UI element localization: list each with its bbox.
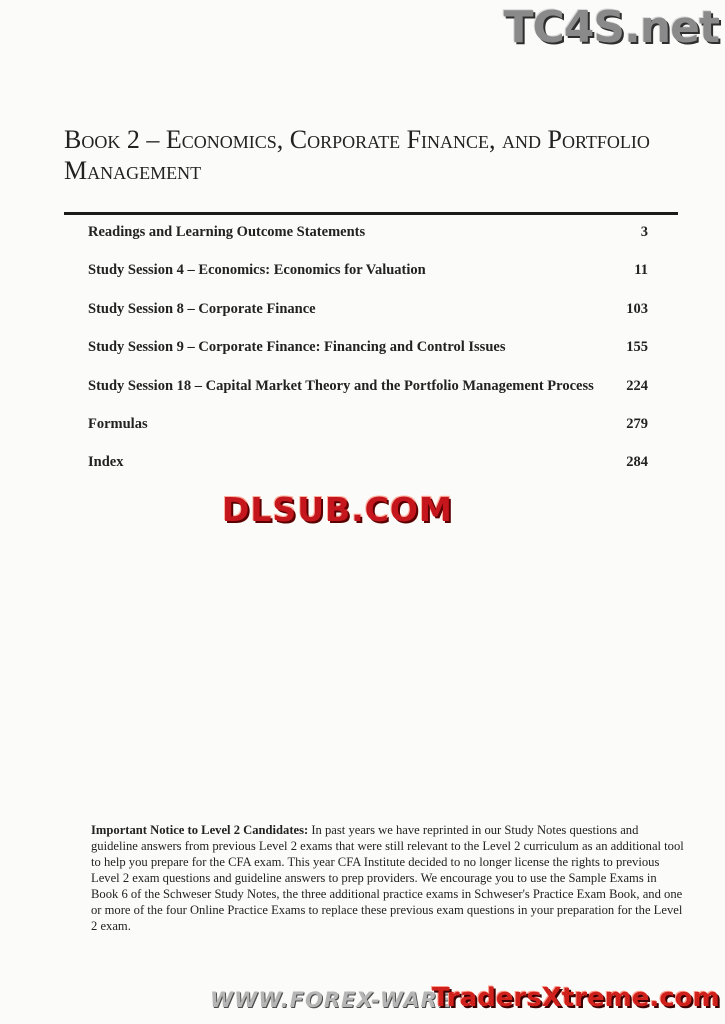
notice-lead: Important Notice to Level 2 Candidates: xyxy=(91,823,309,837)
toc-entry-page: 284 xyxy=(626,454,648,471)
toc-entry xyxy=(88,375,648,413)
toc-entry-label: Study Session 8 – Corporate Finance xyxy=(88,300,316,317)
toc-entry-page: 11 xyxy=(634,262,648,279)
notice-body: In past years we have reprinted in our Study Notes questions and guideline answers from previous Level 2 exams that were still relevant to the Level 2 curriculum as an additional tool to help you prepare for the CFA exam. This year CFA Institute decided to no longer license the rights to previous Level 2 exam questions and guideline answers to prep providers. We encourage you to use the Sample Exams in Book 6 of the Schweser Study Notes, the three additional practice exams in Schweser's Practice Exam Book, and one or more of the four Online Practice Exams to replace these previous exam questions in your preparation for the Level 2 exam. xyxy=(91,823,684,933)
toc-entry-page: 103 xyxy=(626,300,648,317)
watermark-bottom-left: WWW.FOREX-WARE xyxy=(210,988,454,1012)
important-notice xyxy=(91,822,685,934)
toc-entry xyxy=(88,259,648,297)
toc-entry-page: 279 xyxy=(626,415,648,432)
toc-entry-page: 3 xyxy=(640,224,648,240)
table-of-contents xyxy=(88,221,648,490)
toc-entry xyxy=(88,336,648,374)
toc-entry-label: Readings and Learning Outcome Statements xyxy=(88,224,366,240)
toc-entry xyxy=(88,413,648,451)
toc-entry-label: Study Session 18 – Capital Market Theory and the Portfolio Management Process xyxy=(88,377,594,394)
watermark-top-right: TC4S.net xyxy=(503,2,719,53)
watermark-bottom-right: TradersXtreme.com xyxy=(432,983,720,1013)
toc-entry xyxy=(88,221,648,259)
toc-entry-label: Index xyxy=(88,454,124,471)
toc-entry-label: Study Session 9 – Corporate Finance: Financing and Control Issues xyxy=(88,339,506,356)
toc-entry xyxy=(88,451,648,489)
toc-entry-page: 155 xyxy=(626,339,648,356)
toc-entry-label: Study Session 4 – Economics: Economics for Valuation xyxy=(88,262,426,279)
book-title: Book 2 – Economics, Corporate Finance, and Portfolio Management xyxy=(64,125,650,185)
toc-entry-page: 224 xyxy=(626,377,648,394)
title-divider xyxy=(64,212,678,215)
toc-entry-label: Formulas xyxy=(88,415,148,432)
watermark-middle: DLSUB.COM xyxy=(222,490,453,529)
toc-entry xyxy=(88,298,648,336)
